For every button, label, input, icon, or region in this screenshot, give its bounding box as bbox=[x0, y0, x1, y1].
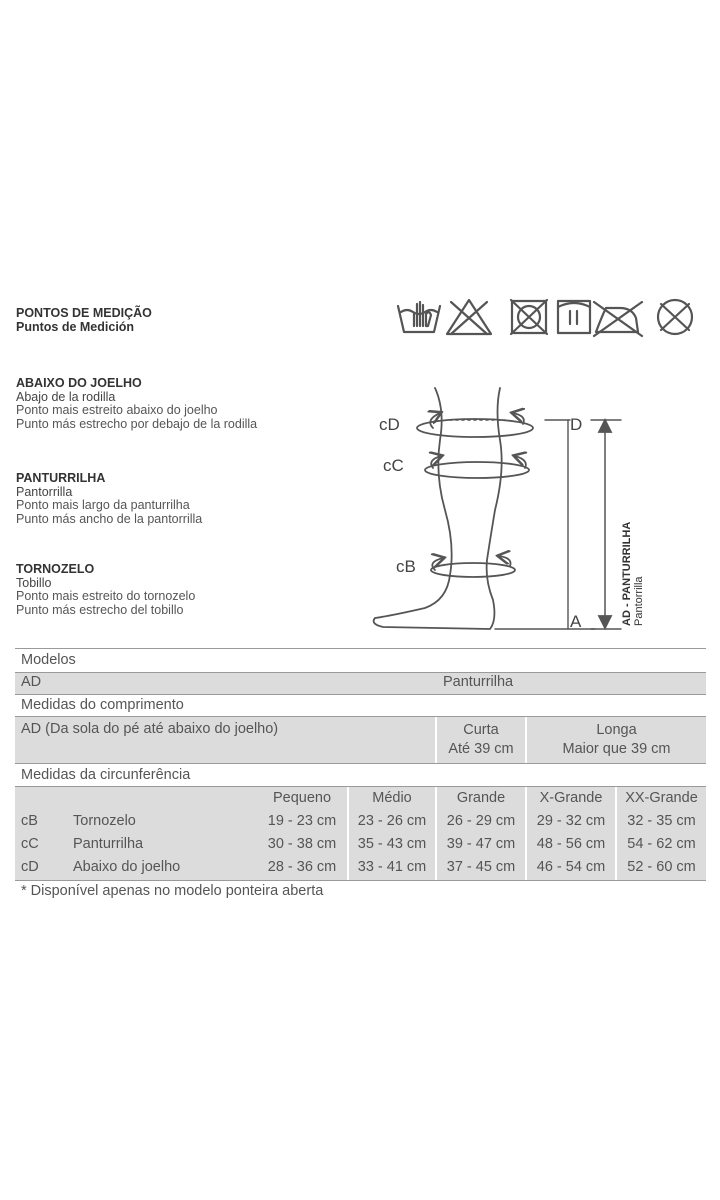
table-rule bbox=[15, 786, 706, 787]
model-code: AD bbox=[21, 674, 42, 690]
size-value: 19 - 23 cm bbox=[267, 813, 337, 829]
short-length bbox=[437, 721, 525, 759]
table-rule bbox=[15, 880, 706, 881]
size-value: 33 - 41 cm bbox=[357, 859, 427, 875]
row-name: Abaixo do joelho bbox=[73, 859, 181, 875]
no-tumble-dry-icon bbox=[511, 300, 547, 334]
size-value: 23 - 26 cm bbox=[357, 813, 427, 829]
section-calf bbox=[16, 472, 202, 526]
length-desc: AD (Da sola do pé até abaixo do joelho) bbox=[21, 721, 279, 737]
vertical-label bbox=[621, 522, 645, 626]
section-desc-pt: Ponto mais estreito do tornozelo bbox=[16, 589, 196, 603]
size-value: 29 - 32 cm bbox=[536, 813, 606, 829]
leg-diagram bbox=[365, 380, 650, 635]
no-dry-clean-icon bbox=[658, 300, 692, 334]
long-length bbox=[527, 721, 706, 759]
section-ankle bbox=[16, 563, 195, 617]
size-header: X-Grande bbox=[539, 790, 603, 806]
no-iron-icon bbox=[594, 302, 642, 336]
size-value: 37 - 45 cm bbox=[446, 859, 516, 875]
section-desc-pt: Ponto mais estreito abaixo do joelho bbox=[16, 403, 218, 417]
circ-label: Medidas da circunferência bbox=[21, 767, 191, 783]
size-value: 30 - 38 cm bbox=[267, 836, 337, 852]
size-value: 48 - 56 cm bbox=[536, 836, 606, 852]
row-name: Panturrilha bbox=[73, 836, 144, 852]
label-D: D bbox=[570, 415, 583, 434]
section-below-knee bbox=[16, 377, 257, 431]
size-value: 26 - 29 cm bbox=[446, 813, 516, 829]
section-desc-es: Punto más estrecho por debajo de la rodilla bbox=[16, 416, 258, 431]
no-bleach-icon bbox=[447, 300, 491, 334]
size-value: 52 - 60 cm bbox=[627, 859, 696, 875]
care-icons bbox=[395, 296, 703, 338]
section-subtitle: Pantorrilla bbox=[16, 484, 73, 499]
label-A: A bbox=[570, 612, 582, 631]
section-title: ABAIXO DO JOELHO bbox=[16, 376, 142, 390]
circ-table bbox=[15, 787, 706, 880]
hand-wash-icon bbox=[398, 302, 440, 332]
section-subtitle: Tobillo bbox=[16, 575, 52, 590]
model-name: Panturrilha bbox=[443, 674, 514, 690]
size-header: Médio bbox=[372, 790, 412, 806]
length-label: Medidas do comprimento bbox=[21, 697, 184, 713]
size-value: 54 - 62 cm bbox=[627, 836, 696, 852]
table-rule bbox=[15, 716, 706, 717]
section-subtitle: Abajo de la rodilla bbox=[16, 389, 116, 404]
vertical-label-sub: Pantorrilla bbox=[633, 576, 645, 626]
table-rule bbox=[15, 694, 706, 695]
table-top-rule bbox=[15, 648, 706, 649]
size-value: 35 - 43 cm bbox=[357, 836, 427, 852]
long-value: Maior que 39 cm bbox=[562, 741, 671, 757]
length-label-row bbox=[15, 695, 706, 717]
section-desc-pt: Ponto mais largo da panturrilha bbox=[16, 498, 190, 512]
section-desc-es: Punto más ancho de la pantorrilla bbox=[16, 511, 203, 526]
title-es: Puntos de Medición bbox=[16, 320, 135, 334]
short-label: Curta bbox=[463, 722, 499, 738]
row-code: cC bbox=[21, 836, 39, 852]
measurement-points-heading bbox=[16, 306, 152, 334]
length-row bbox=[15, 717, 706, 763]
long-label: Longa bbox=[596, 722, 637, 738]
title-pt: PONTOS DE MEDIÇÃO bbox=[16, 306, 152, 320]
section-title: PANTURRILHA bbox=[16, 471, 106, 485]
size-value: 39 - 47 cm bbox=[446, 836, 516, 852]
circ-label-row bbox=[15, 764, 706, 786]
footnote-row bbox=[15, 882, 706, 902]
row-name: Tornozelo bbox=[73, 813, 136, 829]
footnote: * Disponível apenas no modelo ponteira aberta bbox=[21, 883, 324, 899]
label-cC: cC bbox=[383, 456, 404, 475]
label-cB: cB bbox=[396, 557, 416, 576]
dry-flat-icon bbox=[558, 301, 590, 333]
short-value: Até 39 cm bbox=[448, 741, 514, 757]
cB-ring bbox=[431, 563, 515, 577]
size-value: 28 - 36 cm bbox=[267, 859, 337, 875]
cD-ring bbox=[417, 419, 533, 437]
section-title: TORNOZELO bbox=[16, 562, 95, 576]
label-cD: cD bbox=[379, 415, 400, 434]
table-rule bbox=[15, 763, 706, 764]
cC-ring bbox=[425, 462, 529, 478]
table-rule bbox=[15, 672, 706, 673]
size-value: 46 - 54 cm bbox=[536, 859, 606, 875]
size-header: Grande bbox=[456, 790, 506, 806]
size-value: 32 - 35 cm bbox=[627, 813, 696, 829]
model-row bbox=[15, 672, 706, 694]
models-row bbox=[15, 650, 706, 672]
row-code: cD bbox=[21, 859, 39, 875]
row-code: cB bbox=[21, 813, 38, 829]
vertical-label-main: AD - PANTURRILHA bbox=[621, 521, 633, 626]
models-label: Modelos bbox=[21, 652, 76, 668]
size-header: Pequeno bbox=[272, 790, 332, 806]
section-desc-es: Punto más estrecho del tobillo bbox=[16, 602, 184, 617]
size-header: XX-Grande bbox=[625, 790, 698, 806]
